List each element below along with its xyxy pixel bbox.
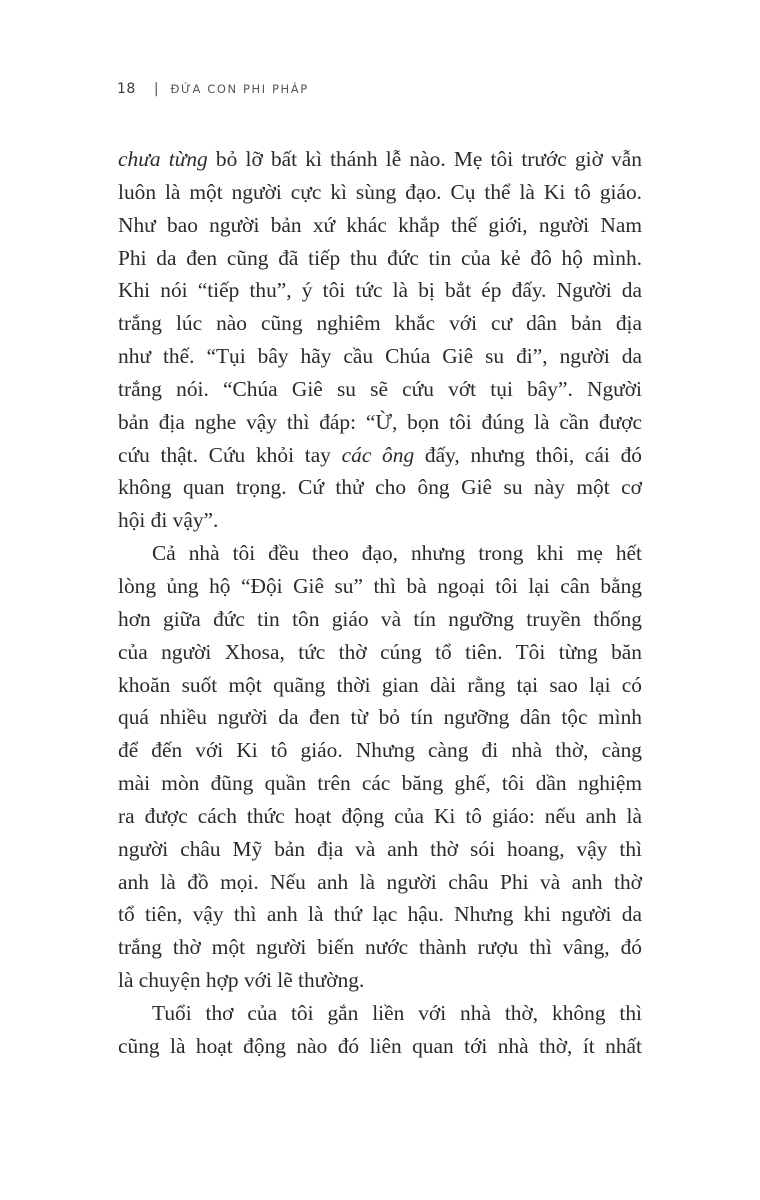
text-line (118, 898, 642, 931)
text-line (118, 833, 642, 866)
text-segment: bản địa nghe vậy thì đáp: “Ừ, bọn tôi đúng là cần được (118, 409, 642, 434)
text-segment: người châu Mỹ bản địa và anh thờ sói hoang, vậy thì (118, 836, 642, 861)
text-line (118, 570, 642, 603)
running-title: ĐỨA CON PHI PHÁP (170, 82, 309, 96)
text-segment: bỏ lỡ bất kì thánh lễ nào. Mẹ tôi trước giờ vẫn (207, 147, 642, 171)
text-segment: Tuổi thơ của tôi gắn liền với nhà thờ, không thì (152, 1000, 642, 1025)
text-line (118, 504, 642, 537)
page-header (117, 78, 309, 100)
text-segment: đấy, nhưng thôi, cái đó (414, 442, 642, 467)
text-segment: hơn giữa đức tin tôn giáo và tín ngưỡng truyền thống (118, 606, 642, 631)
text-line (118, 340, 642, 373)
text-line (118, 866, 642, 899)
text-segment: trắng lúc nào cũng nghiêm khắc với cư dân bản địa (118, 311, 642, 336)
text-segment: không quan trọng. Cứ thử cho ông Giê su này một cơ (118, 475, 642, 500)
text-segment: cứu thật. Cứu khỏi tay (118, 442, 342, 467)
text-segment: của người Xhosa, tức thờ cúng tổ tiên. Tôi từng băn (118, 639, 642, 664)
body-text (118, 143, 642, 1063)
text-segment: Như bao người bản xứ khác khắp thế giới, người Nam (118, 212, 642, 237)
text-segment: khoăn suốt một quãng thời gian dài rằng tại sao lại có (118, 672, 642, 697)
text-segment: lòng ủng hộ “Đội Giê su” thì bà ngoại tôi lại cân bằng (118, 573, 642, 598)
text-segment: như thế. “Tụi bây hãy cầu Chúa Giê su đi”, người da (118, 344, 642, 369)
text-line (118, 669, 642, 702)
text-segment: cũng là hoạt động nào đó liên quan tới nhà thờ, ít nhất (118, 1033, 642, 1058)
text-line (118, 307, 642, 340)
text-line (118, 701, 642, 734)
paragraph-first-line (118, 997, 642, 1030)
text-line (118, 439, 642, 472)
text-line (118, 636, 642, 669)
text-segment: Khi nói “tiếp thu”, ý tôi tức là bị bắt ép đấy. Người da (118, 278, 642, 303)
text-line (118, 767, 642, 800)
text-line (118, 373, 642, 406)
text-line (118, 176, 642, 209)
text-line (118, 931, 642, 964)
text-segment: luôn là một người cực kì sùng đạo. Cụ thể là Ki tô giáo. (118, 179, 642, 204)
text-line (118, 800, 642, 833)
text-segment: trắng thờ một người biến nước thành rượu thì vâng, đó (118, 935, 642, 960)
page-number: 18 (117, 81, 136, 97)
italic-text: chưa từng (118, 147, 208, 171)
text-line (118, 471, 642, 504)
text-segment: Phi da đen cũng đã tiếp thu đức tin của kẻ đô hộ mình. (118, 245, 642, 270)
text-line (118, 209, 642, 242)
text-segment: mài mòn đũng quần trên các băng ghế, tôi dần nghiệm (118, 771, 642, 796)
italic-text: các ông (341, 442, 415, 467)
text-line (118, 242, 642, 275)
text-line (118, 406, 642, 439)
text-line (118, 964, 642, 997)
text-segment: trắng nói. “Chúa Giê su sẽ cứu vớt tụi bây”. Người (118, 376, 642, 401)
text-segment: Cả nhà tôi đều theo đạo, nhưng trong khi mẹ hết (152, 541, 642, 566)
text-segment: quá nhiều người da đen từ bỏ tín ngưỡng dân tộc mình (118, 705, 642, 730)
text-line (118, 1030, 642, 1063)
text-segment: anh là đồ mọi. Nếu anh là người châu Phi và anh thờ (118, 869, 642, 894)
paragraph-first-line (118, 537, 642, 570)
text-segment: hội đi vậy”. (118, 508, 219, 533)
text-line (118, 274, 642, 307)
header-separator: | (153, 81, 159, 97)
text-segment: tổ tiên, vậy thì anh là thứ lạc hậu. Nhưng khi người da (118, 902, 642, 927)
text-line (118, 603, 642, 636)
text-segment: ra được cách thức hoạt động của Ki tô giáo: nếu anh là (118, 803, 642, 828)
text-line (118, 734, 642, 767)
text-segment: là chuyện hợp với lẽ thường. (118, 968, 365, 993)
text-segment: để đến với Ki tô giáo. Nhưng càng đi nhà thờ, càng (118, 738, 642, 763)
text-line (118, 143, 642, 176)
